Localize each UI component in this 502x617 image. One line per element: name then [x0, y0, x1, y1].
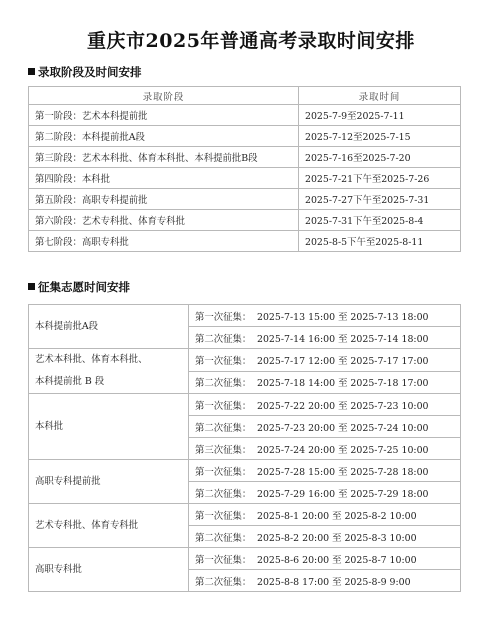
table-row: [29, 460, 461, 482]
square-bullet-icon: [28, 283, 35, 290]
batch-name-line: 本科批: [35, 420, 64, 432]
round-time: 2025-7-13 15:00 至 2025-7-13 18:00: [257, 311, 429, 323]
round-cell: [189, 504, 461, 526]
stage-cell: 第三阶段：艺术本科批、体育本科批、本科提前批B段: [29, 147, 299, 168]
table-row: [29, 189, 461, 210]
batch-cell: [29, 349, 189, 394]
time-cell: 2025-7-12至2025-7-15: [299, 126, 461, 147]
stage-cell: 第一阶段：艺术本科提前批: [29, 105, 299, 126]
batch-name-line: 本科提前批 B 段: [35, 376, 105, 387]
round-time: 2025-7-29 16:00 至 2025-7-29 18:00: [257, 488, 429, 500]
round-label: 第二次征集：: [195, 422, 252, 434]
table-header-row: [29, 87, 461, 105]
section-heading-text: 录取阶段及时间安排: [38, 65, 142, 79]
batch-name-line: 本科提前批A段: [35, 320, 99, 332]
round-time: 2025-8-2 20:00 至 2025-8-3 10:00: [257, 532, 417, 544]
time-cell: 2025-8-5下午至2025-8-11: [299, 231, 461, 252]
round-label: 第二次征集：: [195, 532, 252, 544]
round-time: 2025-7-24 20:00 至 2025-7-25 10:00: [257, 444, 429, 456]
table-row: [29, 168, 461, 189]
batch-cell: [29, 548, 189, 592]
round-time: 2025-8-6 20:00 至 2025-8-7 10:00: [257, 554, 417, 566]
table-row: [29, 349, 461, 372]
round-label: 第二次征集：: [195, 378, 252, 390]
round-time: 2025-7-28 15:00 至 2025-7-28 18:00: [257, 466, 429, 478]
admission-stage-table: [28, 86, 461, 252]
round-cell: [189, 526, 461, 548]
supplementary-rows: [29, 305, 461, 592]
stage-cell: 第五阶段：高职专科提前批: [29, 189, 299, 210]
round-time: 2025-8-1 20:00 至 2025-8-2 10:00: [257, 510, 417, 522]
round-cell: [189, 349, 461, 372]
square-bullet-icon: [28, 68, 35, 75]
stage-cell: 第四阶段：本科批: [29, 168, 299, 189]
batch-cell: [29, 460, 189, 504]
supplementary-application-table: [28, 304, 461, 592]
column-header-stage: 录取阶段: [29, 87, 299, 105]
batch-name-line: 艺术专科批、体育专科批: [35, 519, 139, 531]
column-header-time: 录取时间: [299, 87, 461, 105]
round-cell: [189, 394, 461, 416]
batch-name-line: 高职专科提前批: [35, 475, 101, 487]
table-row: [29, 126, 461, 147]
round-time: 2025-7-17 12:00 至 2025-7-17 17:00: [257, 355, 429, 367]
admission-stage-rows: [29, 105, 461, 252]
round-cell: [189, 570, 461, 592]
round-label: 第一次征集：: [195, 400, 252, 412]
round-label: 第一次征集：: [195, 510, 252, 522]
round-cell: [189, 371, 461, 394]
table-row: [29, 394, 461, 416]
round-label: 第一次征集：: [195, 355, 252, 367]
round-time: 2025-7-14 16:00 至 2025-7-14 18:00: [257, 333, 429, 345]
round-label: 第一次征集：: [195, 311, 252, 323]
batch-name-line: 高职专科批: [35, 563, 82, 575]
round-label: 第一次征集：: [195, 466, 252, 478]
table-row: [29, 305, 461, 327]
round-cell: [189, 438, 461, 460]
round-label: 第一次征集：: [195, 554, 252, 566]
table-row: [29, 504, 461, 526]
round-cell: [189, 460, 461, 482]
stage-cell: 第六阶段：艺术专科批、体育专科批: [29, 210, 299, 231]
stage-cell: 第二阶段：本科提前批A段: [29, 126, 299, 147]
section-heading-text: 征集志愿时间安排: [38, 280, 130, 294]
round-label: 第二次征集：: [195, 576, 252, 588]
batch-name-line: 艺术本科批、体育本科批、: [35, 354, 148, 365]
batch-cell: [29, 504, 189, 548]
round-cell: [189, 482, 461, 504]
table-row: [29, 548, 461, 570]
batch-cell: [29, 305, 189, 349]
time-cell: 2025-7-16至2025-7-20: [299, 147, 461, 168]
round-cell: [189, 327, 461, 349]
round-time: 2025-8-8 17:00 至 2025-8-9 9:00: [257, 576, 411, 588]
time-cell: 2025-7-31下午至2025-8-4: [299, 210, 461, 231]
table-row: [29, 231, 461, 252]
table-row: [29, 105, 461, 126]
round-cell: [189, 416, 461, 438]
round-label: 第二次征集：: [195, 333, 252, 345]
time-cell: 2025-7-9至2025-7-11: [299, 105, 461, 126]
batch-cell: [29, 394, 189, 460]
section-heading-admission-stages: [28, 64, 142, 80]
page-title: 重庆市2025年普通高考录取时间安排: [87, 30, 415, 52]
table-row: [29, 147, 461, 168]
round-time: 2025-7-23 20:00 至 2025-7-24 10:00: [257, 422, 429, 434]
section-heading-supplementary: [28, 279, 130, 295]
time-cell: 2025-7-21下午至2025-7-26: [299, 168, 461, 189]
round-cell: [189, 305, 461, 327]
stage-cell: 第七阶段：高职专科批: [29, 231, 299, 252]
round-label: 第三次征集：: [195, 444, 252, 456]
time-cell: 2025-7-27下午至2025-7-31: [299, 189, 461, 210]
round-time: 2025-7-18 14:00 至 2025-7-18 17:00: [257, 378, 429, 390]
round-time: 2025-7-22 20:00 至 2025-7-23 10:00: [257, 400, 429, 412]
round-cell: [189, 548, 461, 570]
round-label: 第二次征集：: [195, 488, 252, 500]
table-row: [29, 210, 461, 231]
